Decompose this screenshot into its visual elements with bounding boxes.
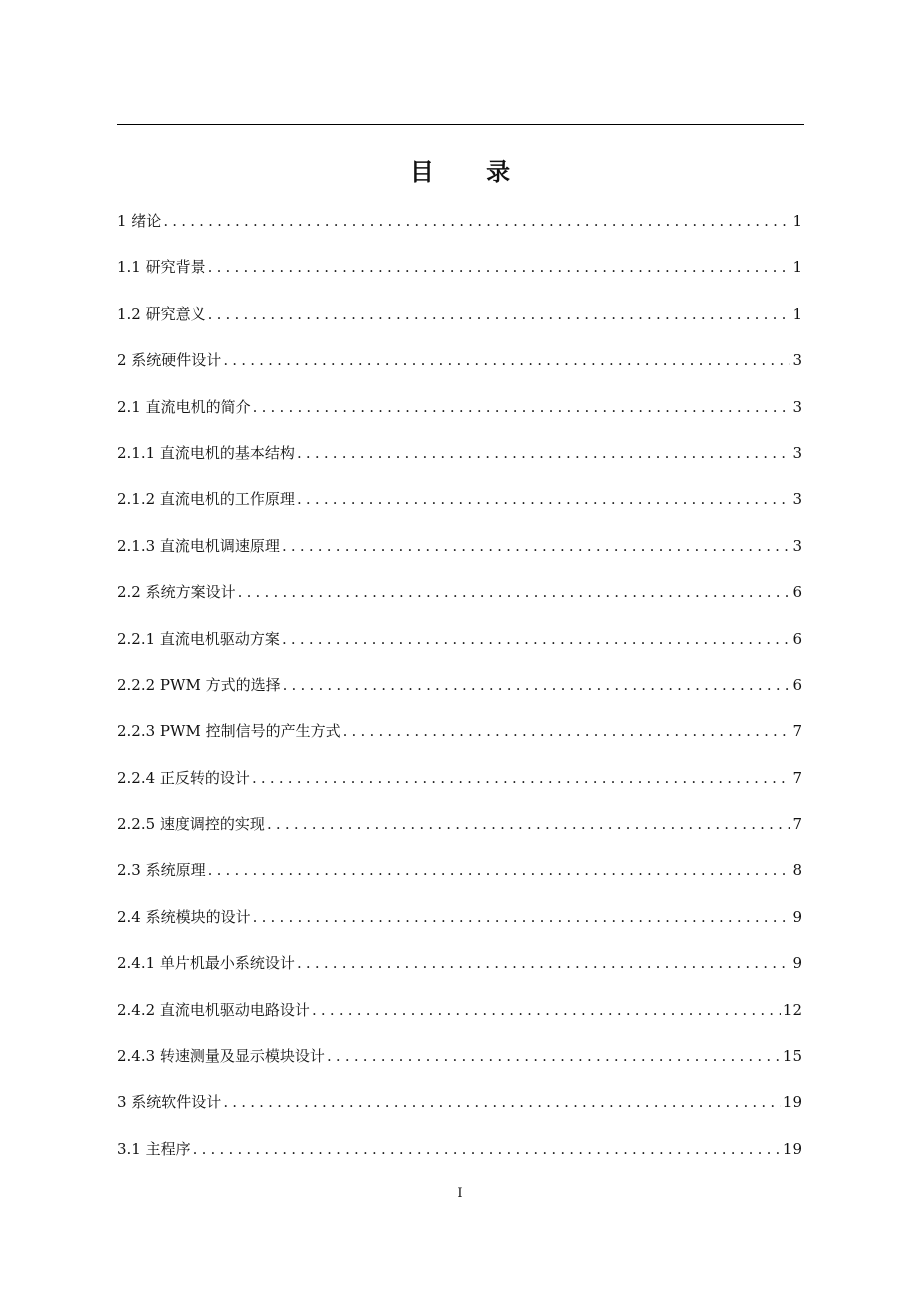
toc-entry-page: 9: [792, 954, 802, 973]
toc-entry-page: 9: [792, 907, 802, 926]
header-rule: [117, 124, 804, 125]
toc-entry-page: 3: [792, 397, 802, 416]
toc-entry[interactable]: [117, 762, 802, 808]
toc-entry[interactable]: [117, 205, 802, 251]
toc-entry-label: 2 系统硬件设计: [117, 351, 222, 370]
toc-dot-leader: [282, 623, 791, 655]
toc-dot-leader: [208, 854, 791, 886]
page-number: I: [457, 1186, 463, 1201]
toc-entry-page: 1: [792, 304, 802, 323]
toc-dot-leader: [163, 205, 790, 237]
toc-dot-leader: [208, 298, 791, 330]
toc-dot-leader: [253, 901, 791, 933]
toc-entry[interactable]: [117, 344, 802, 390]
toc-entry-label: 2.4.3 转速测量及显示模块设计: [117, 1047, 325, 1066]
toc-entry-page: 7: [792, 722, 802, 741]
toc-title: 目 录: [409, 158, 533, 186]
toc-entry[interactable]: [117, 854, 802, 900]
toc-dot-leader: [267, 808, 791, 840]
toc-dot-leader: [252, 762, 791, 794]
toc-entry-page: 3: [792, 490, 802, 509]
toc-entry[interactable]: [117, 1040, 802, 1086]
toc-entry-page: 3: [792, 443, 802, 462]
toc-entry-label: 3.1 主程序: [117, 1139, 191, 1158]
toc-dot-leader: [327, 1040, 781, 1072]
toc-entry[interactable]: [117, 623, 802, 669]
toc-dot-leader: [208, 251, 791, 283]
toc-entry[interactable]: [117, 715, 802, 761]
toc-entry-page: 3: [792, 351, 802, 370]
toc-entry-label: 2.4.1 单片机最小系统设计: [117, 954, 295, 973]
toc-entry[interactable]: [117, 669, 802, 715]
toc-entry[interactable]: [117, 994, 802, 1040]
toc-entry-page: 7: [792, 768, 802, 787]
toc-entry-label: 2.2.5 速度调控的实现: [117, 815, 265, 834]
toc-entry-page: 8: [792, 861, 802, 880]
toc-entry-page: 12: [782, 1000, 802, 1019]
toc-dot-leader: [297, 437, 791, 469]
toc-entry[interactable]: [117, 576, 802, 622]
toc-dot-leader: [297, 483, 791, 515]
toc-dot-leader: [343, 715, 791, 747]
toc-entry[interactable]: [117, 947, 802, 993]
toc-entry-label: 2.1.3 直流电机调速原理: [117, 536, 280, 555]
toc-entry-page: 19: [782, 1139, 802, 1158]
toc-entry-page: 1: [792, 258, 802, 277]
toc-dot-leader: [223, 1086, 781, 1118]
toc-dot-leader: [253, 391, 791, 423]
toc-entry[interactable]: [117, 391, 802, 437]
toc-entry-label: 2.2.3 PWM 控制信号的产生方式: [117, 722, 341, 741]
toc-list: [117, 205, 802, 1179]
toc-entry-label: 2.1.2 直流电机的工作原理: [117, 490, 295, 509]
toc-entry-label: 2.2.4 正反转的设计: [117, 768, 250, 787]
toc-entry[interactable]: [117, 251, 802, 297]
toc-entry-label: 2.2 系统方案设计: [117, 583, 236, 602]
toc-entry-label: 2.3 系统原理: [117, 861, 206, 880]
toc-entry-label: 2.4 系统模块的设计: [117, 907, 251, 926]
toc-entry[interactable]: [117, 1086, 802, 1132]
toc-entry-label: 3 系统软件设计: [117, 1093, 222, 1112]
toc-entry[interactable]: [117, 298, 802, 344]
toc-dot-leader: [312, 994, 781, 1026]
toc-dot-leader: [282, 530, 791, 562]
toc-entry[interactable]: [117, 901, 802, 947]
toc-dot-leader: [193, 1133, 781, 1165]
toc-entry[interactable]: [117, 1133, 802, 1179]
toc-dot-leader: [283, 669, 791, 701]
toc-entry-page: 19: [782, 1093, 802, 1112]
toc-entry-page: 15: [782, 1047, 802, 1066]
toc-entry-page: 6: [792, 583, 802, 602]
toc-entry-page: 6: [792, 629, 802, 648]
toc-dot-leader: [297, 947, 791, 979]
toc-entry-label: 1.2 研究意义: [117, 304, 206, 323]
toc-entry-label: 1.1 研究背景: [117, 258, 206, 277]
toc-dot-leader: [223, 344, 790, 376]
toc-entry[interactable]: [117, 483, 802, 529]
toc-entry-label: 1 绪论: [117, 212, 162, 230]
toc-entry-page: 6: [792, 675, 802, 694]
toc-entry[interactable]: [117, 808, 802, 854]
toc-entry-label: 2.2.2 PWM 方式的选择: [117, 675, 281, 694]
toc-dot-leader: [238, 576, 791, 608]
toc-entry[interactable]: [117, 437, 802, 483]
toc-entry-label: 2.4.2 直流电机驱动电路设计: [117, 1000, 310, 1019]
toc-entry-page: 1: [792, 212, 802, 230]
toc-entry-page: 7: [792, 815, 802, 834]
toc-entry-label: 2.2.1 直流电机驱动方案: [117, 629, 280, 648]
toc-entry-page: 3: [792, 536, 802, 555]
toc-entry-label: 2.1 直流电机的简介: [117, 397, 251, 416]
toc-entry[interactable]: [117, 530, 802, 576]
toc-entry-label: 2.1.1 直流电机的基本结构: [117, 443, 295, 462]
